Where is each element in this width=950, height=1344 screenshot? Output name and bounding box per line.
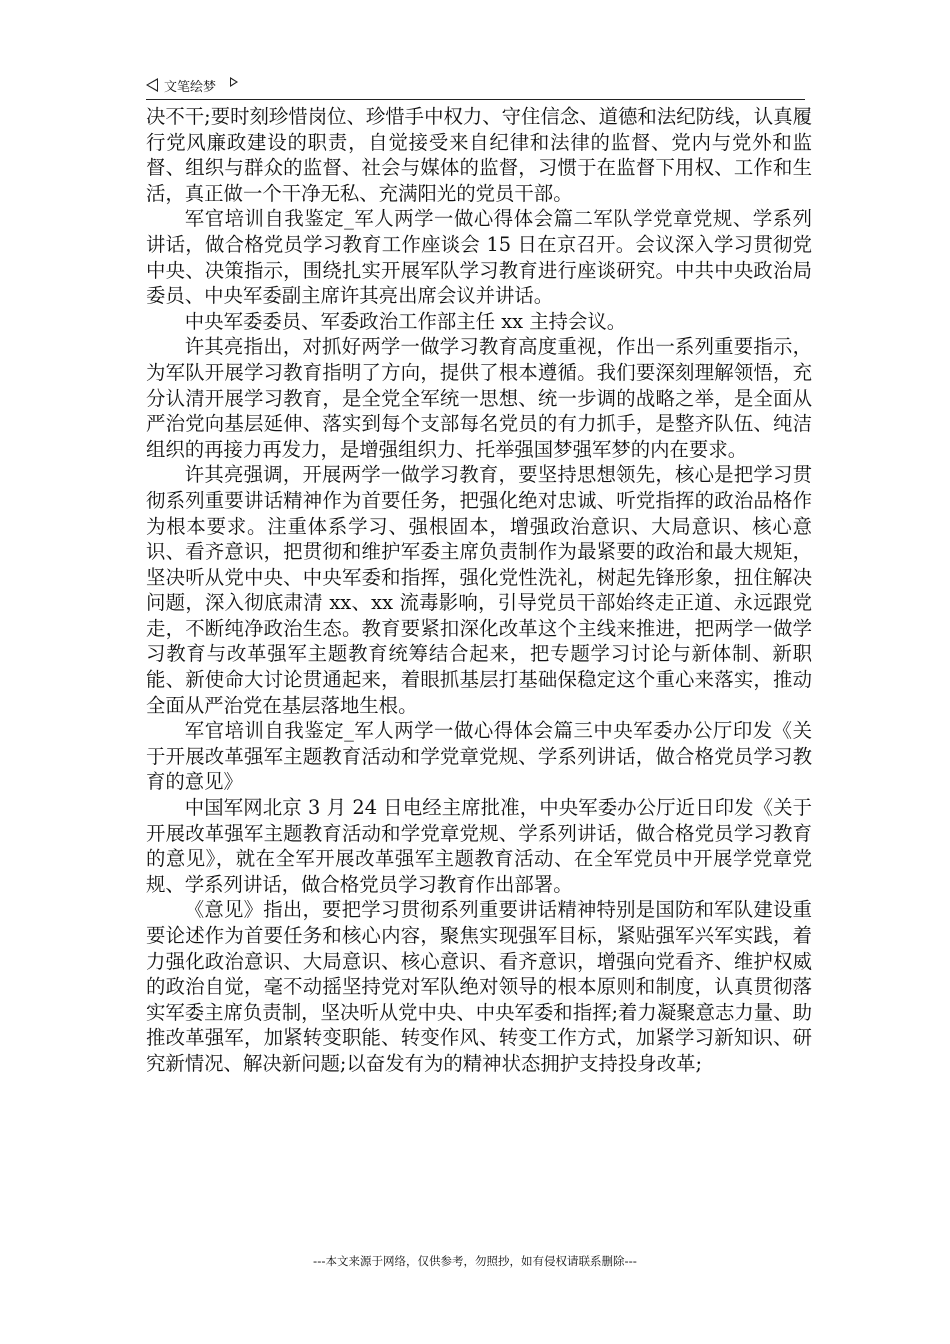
paragraph: 许其亮指出，对抓好两学一做学习教育高度重视，作出一系列重要指示，为军队开展学习教育指明了方向，提供了根本遵循。我们要深刻理解领悟，充分认清开展学习教育，是全党全军统一思想、统一步调的战略之举，是全面从严治党向基层延伸、落实到每个支部每名党员的有力抓手，是整齐队伍、纯洁组织的再接力再发力，是增强组织力、托举强国梦强军梦的内在要求。 [146,335,812,461]
header-divider [146,99,805,100]
document-body [146,104,812,1077]
page-footer-note: ---本文来源于网络，仅供参考，勿照抄，如有侵权请联系删除--- [313,1254,637,1268]
paragraph: 中央军委委员、军委政治工作部主任 xx 主持会议。 [184,309,627,333]
left-triangle-icon [146,78,158,92]
right-triangle-icon [230,77,238,87]
paragraph: 决不干;要时刻珍惜岗位、珍惜手中权力、守住信念、道德和法纪防线，认真履行党风廉政建设的职责，自觉接受来自纪律和法律的监督、党内与党外和监督、组织与群众的监督、社会与媒体的监督，习惯于在监督下用权、工作和生活，真正做一个干净无私、充满阳光的党员干部。 [146,105,812,205]
paragraph: 中国军网北京 3 月 24 日电经主席批准，中央军委办公厅近日印发《关于开展改革强军主题教育活动和学党章党规、学系列讲话，做合格党员学习教育的意见》，就在全军开展改革强军主题教育活动、在全军党员中开展学党章党规、学系列讲话，做合格党员学习教育作出部署。 [146,796,812,896]
header-brand: 文笔绘梦 [164,79,217,95]
paragraph: 《意见》指出，要把学习贯彻系列重要讲话精神特别是国防和军队建设重要论述作为首要任务和核心内容，聚焦实现强军目标，紧贴强军兴军实践，着力强化政治意识、大局意识、核心意识、看齐意识，增强向党看齐、维护权威的政治自觉，毫不动摇坚持党对军队绝对领导的根本原则和制度，认真贯彻落实军委主席负责制，坚决听从党中央、中央军委和指挥;着力凝聚意志力量、助推改革强军，加紧转变职能、转变作风、转变工作方式，加紧学习新知识、研究新情况、解决新问题;以奋发有为的精神状态拥护支持投身改革; [146,898,812,1075]
paragraph: 军官培训自我鉴定_军人两学一做心得体会篇三中央军委办公厅印发《关于开展改革强军主题教育活动和学党章党规、学系列讲话，做合格党员学习教育的意见》 [146,719,812,794]
page-header [146,74,238,96]
paragraph: 许其亮强调，开展两学一做学习教育，要坚持思想领先，核心是把学习贯彻系列重要讲话精神作为首要任务，把强化绝对忠诚、听党指挥的政治品格作为根本要求。注重体系学习、强根固本，增强政治意识、大局意识、核心意识、看齐意识，把贯彻和维护军委主席负责制作为最紧要的政治和最大规矩，坚决听从党中央、中央军委和指挥，强化党性洗礼，树起先锋形象，扭住解决问题，深入彻底肃清 xx、xx 流毒影响，引导党员干部始终走正道、永远跟党走，不断纯净政治生态。教育要紧扣深化改革这个主线来推进，把两学一做学习教育与改革强军主题教育统筹结合起来，把专题学习讨论与新体制、新职能、新使命大讨论贯通起来，着眼抓基层打基础保稳定这个重心来落实，推动全面从严治党在基层落地生根。 [146,463,812,717]
paragraph: 军官培训自我鉴定_军人两学一做心得体会篇二军队学党章党规、学系列讲话，做合格党员学习教育工作座谈会 15 日在京召开。会议深入学习贯彻党中央、决策指示，围绕扎实开展军队学习教育进行座谈研究。中共中央政治局委员、中央军委副主席许其亮出席会议并讲话。 [146,207,812,308]
